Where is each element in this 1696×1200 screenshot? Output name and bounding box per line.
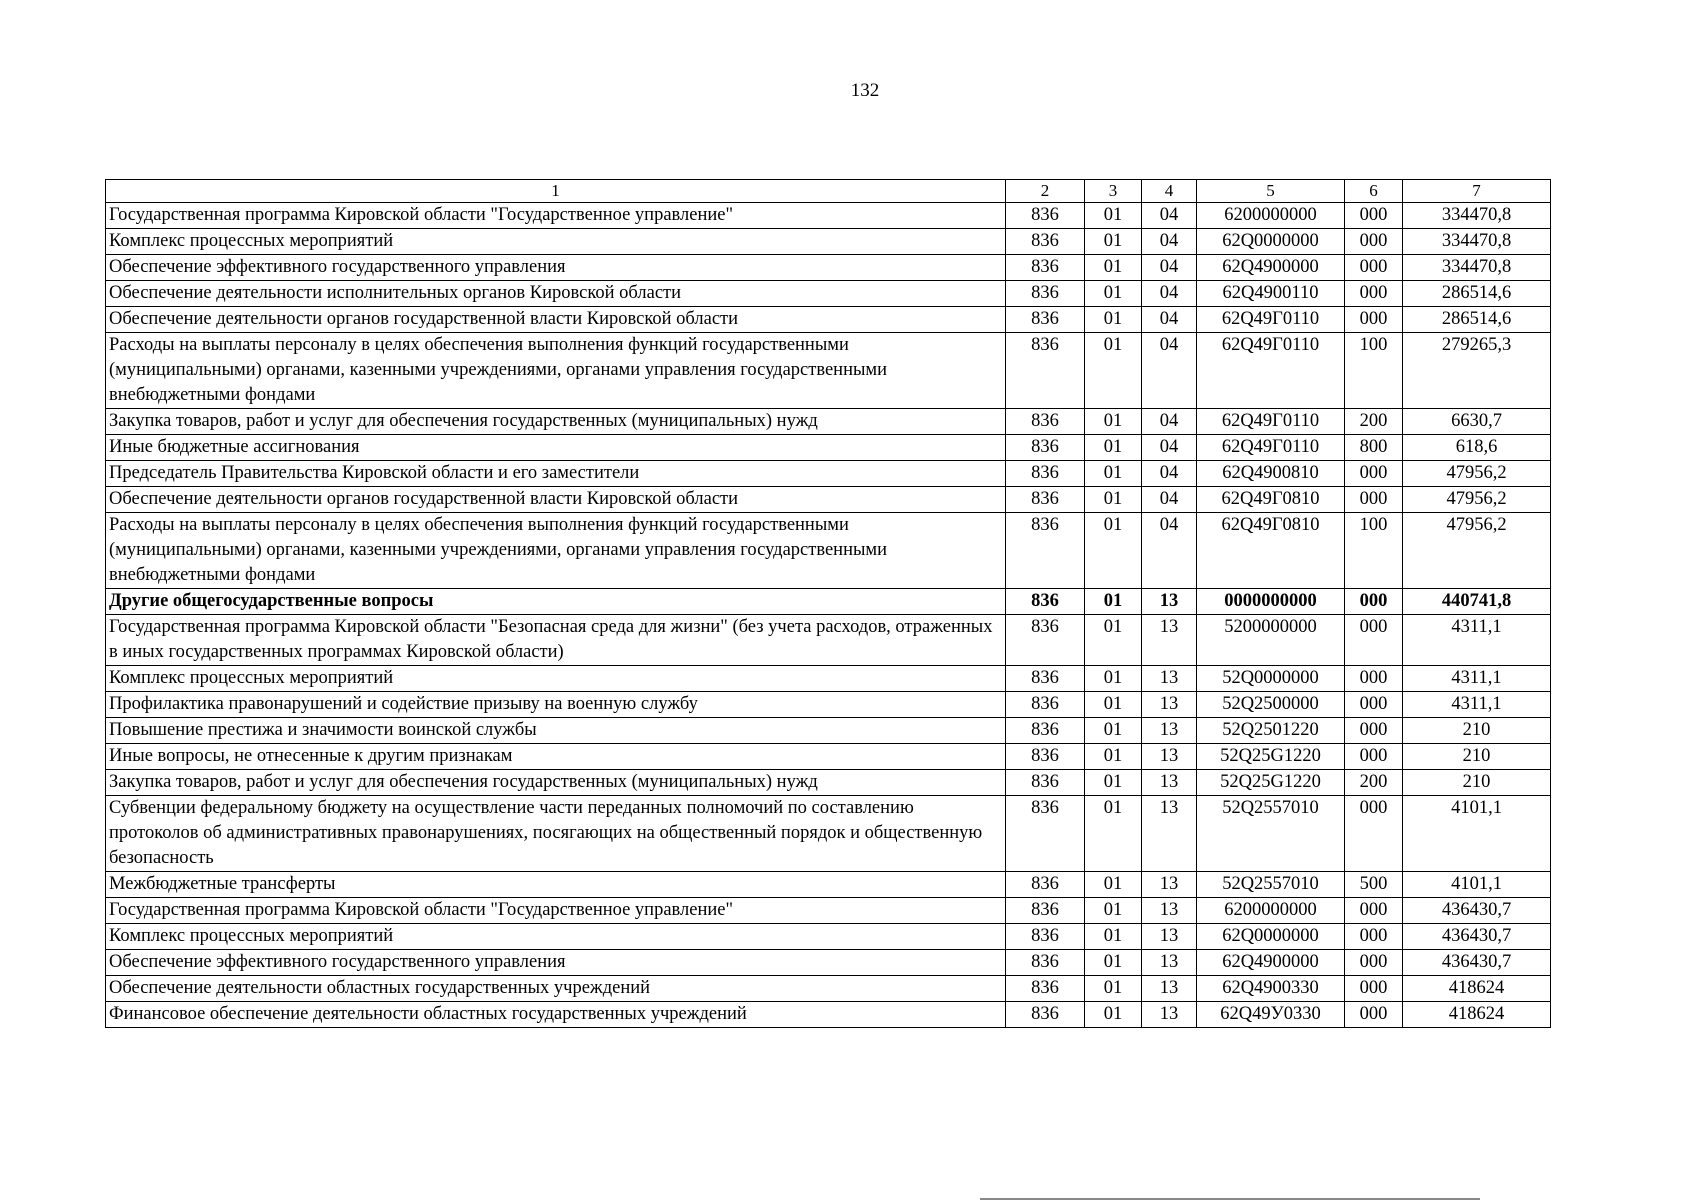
target-article-cell: 5200000000 [1197,615,1345,666]
target-article-cell: 6200000000 [1197,203,1345,229]
subsection-cell: 13 [1142,796,1197,872]
item-name-cell: Государственная программа Кировской области "Государственное управление" [106,203,1006,229]
table-row [106,255,1551,281]
code-cell: 836 [1006,976,1085,1002]
amount-cell: 6630,7 [1403,409,1551,435]
amount-cell: 4101,1 [1403,796,1551,872]
target-article-cell: 62Q49Г0810 [1197,487,1345,513]
item-name-cell: Расходы на выплаты персоналу в целях обеспечения выполнения функций государственными (муниципальными) органами, казенными учреждениями, органами управления государственными внебюджетными фондами [106,513,1006,589]
target-article-cell: 62Q49У0330 [1197,1002,1345,1028]
table-row [106,461,1551,487]
column-header-5: 5 [1197,180,1345,203]
table-row [106,333,1551,409]
table-row [106,796,1551,872]
amount-cell: 47956,2 [1403,513,1551,589]
expense-type-cell: 000 [1345,744,1403,770]
target-article-cell: 52Q2500000 [1197,692,1345,718]
column-header-2: 2 [1006,180,1085,203]
item-name-cell: Обеспечение деятельности органов государственной власти Кировской области [106,487,1006,513]
expense-type-cell: 000 [1345,950,1403,976]
code-cell: 836 [1006,229,1085,255]
expense-type-cell: 000 [1345,924,1403,950]
target-article-cell: 62Q49Г0810 [1197,513,1345,589]
subsection-cell: 13 [1142,615,1197,666]
expense-type-cell: 200 [1345,409,1403,435]
section-cell: 01 [1085,666,1142,692]
expense-type-cell: 100 [1345,333,1403,409]
section-cell: 01 [1085,744,1142,770]
amount-cell: 436430,7 [1403,950,1551,976]
expense-type-cell: 000 [1345,589,1403,615]
amount-cell: 334470,8 [1403,255,1551,281]
item-name-cell: Председатель Правительства Кировской области и его заместители [106,461,1006,487]
table-row [106,1002,1551,1028]
amount-cell: 47956,2 [1403,487,1551,513]
table-row [106,281,1551,307]
section-cell: 01 [1085,461,1142,487]
subsection-cell: 04 [1142,435,1197,461]
section-cell: 01 [1085,255,1142,281]
amount-cell: 436430,7 [1403,898,1551,924]
expense-type-cell: 000 [1345,976,1403,1002]
subsection-cell: 13 [1142,924,1197,950]
amount-cell: 4311,1 [1403,615,1551,666]
subsection-cell: 13 [1142,1002,1197,1028]
code-cell: 836 [1006,513,1085,589]
table-row [106,692,1551,718]
subsection-cell: 04 [1142,409,1197,435]
expense-type-cell: 000 [1345,718,1403,744]
item-name-cell: Государственная программа Кировской области "Безопасная среда для жизни" (без учета расходов, отраженных в иных государственных программах Кировской области) [106,615,1006,666]
column-header-3: 3 [1085,180,1142,203]
target-article-cell: 52Q25G1220 [1197,744,1345,770]
amount-cell: 4311,1 [1403,692,1551,718]
amount-cell: 440741,8 [1403,589,1551,615]
target-article-cell: 0000000000 [1197,589,1345,615]
column-header-6: 6 [1345,180,1403,203]
amount-cell: 4311,1 [1403,666,1551,692]
item-name-cell: Государственная программа Кировской области "Государственное управление" [106,898,1006,924]
expense-type-cell: 000 [1345,1002,1403,1028]
table-row [106,976,1551,1002]
code-cell: 836 [1006,461,1085,487]
target-article-cell: 62Q49Г0110 [1197,307,1345,333]
expense-type-cell: 500 [1345,872,1403,898]
item-name-cell: Иные бюджетные ассигнования [106,435,1006,461]
amount-cell: 279265,3 [1403,333,1551,409]
table-row [106,487,1551,513]
code-cell: 836 [1006,666,1085,692]
item-name-cell: Профилактика правонарушений и содействие призыву на военную службу [106,692,1006,718]
target-article-cell: 52Q2501220 [1197,718,1345,744]
item-name-cell: Закупка товаров, работ и услуг для обеспечения государственных (муниципальных) нужд [106,409,1006,435]
section-cell: 01 [1085,950,1142,976]
item-name-cell: Обеспечение эффективного государственного управления [106,950,1006,976]
table-row [106,950,1551,976]
item-name-cell: Комплекс процессных мероприятий [106,666,1006,692]
column-header-4: 4 [1142,180,1197,203]
subsection-cell: 04 [1142,513,1197,589]
table-row [106,666,1551,692]
code-cell: 836 [1006,307,1085,333]
item-name-cell: Обеспечение деятельности областных государственных учреждений [106,976,1006,1002]
item-name-cell: Финансовое обеспечение деятельности областных государственных учреждений [106,1002,1006,1028]
target-article-cell: 52Q2557010 [1197,872,1345,898]
target-article-cell: 62Q4900330 [1197,976,1345,1002]
subsection-cell: 13 [1142,770,1197,796]
item-name-cell: Другие общегосударственные вопросы [106,589,1006,615]
section-cell: 01 [1085,770,1142,796]
code-cell: 836 [1006,589,1085,615]
section-cell: 01 [1085,976,1142,1002]
code-cell: 836 [1006,924,1085,950]
expense-type-cell: 000 [1345,898,1403,924]
table-body [106,203,1551,1028]
section-cell: 01 [1085,796,1142,872]
table-row [106,898,1551,924]
item-name-cell: Межбюджетные трансферты [106,872,1006,898]
item-name-cell: Субвенции федеральному бюджету на осуществление части переданных полномочий по составлению протоколов об административных правонарушениях, посягающих на общественный порядок и общественную безопасность [106,796,1006,872]
target-article-cell: 62Q4900810 [1197,461,1345,487]
code-cell: 836 [1006,615,1085,666]
section-cell: 01 [1085,872,1142,898]
item-name-cell: Обеспечение деятельности исполнительных органов Кировской области [106,281,1006,307]
item-name-cell: Расходы на выплаты персоналу в целях обеспечения выполнения функций государственными (муниципальными) органами, казенными учреждениями, органами управления государственными внебюджетными фондами [106,333,1006,409]
subsection-cell: 13 [1142,872,1197,898]
subsection-cell: 04 [1142,487,1197,513]
code-cell: 836 [1006,281,1085,307]
table-row [106,589,1551,615]
target-article-cell: 62Q49Г0110 [1197,409,1345,435]
subsection-cell: 13 [1142,976,1197,1002]
column-header-1: 1 [106,180,1006,203]
code-cell: 836 [1006,692,1085,718]
section-cell: 01 [1085,333,1142,409]
amount-cell: 418624 [1403,1002,1551,1028]
section-cell: 01 [1085,1002,1142,1028]
code-cell: 836 [1006,898,1085,924]
amount-cell: 334470,8 [1403,203,1551,229]
code-cell: 836 [1006,409,1085,435]
target-article-cell: 62Q49Г0110 [1197,333,1345,409]
expense-type-cell: 000 [1345,666,1403,692]
item-name-cell: Обеспечение эффективного государственного управления [106,255,1006,281]
code-cell: 836 [1006,203,1085,229]
item-name-cell: Комплекс процессных мероприятий [106,229,1006,255]
code-cell: 836 [1006,255,1085,281]
target-article-cell: 62Q4900000 [1197,255,1345,281]
amount-cell: 436430,7 [1403,924,1551,950]
table-row [106,513,1551,589]
code-cell: 836 [1006,487,1085,513]
amount-cell: 210 [1403,770,1551,796]
item-name-cell: Повышение престижа и значимости воинской службы [106,718,1006,744]
amount-cell: 334470,8 [1403,229,1551,255]
table-row [106,872,1551,898]
subsection-cell: 13 [1142,744,1197,770]
subsection-cell: 04 [1142,203,1197,229]
item-name-cell: Комплекс процессных мероприятий [106,924,1006,950]
code-cell: 836 [1006,872,1085,898]
section-cell: 01 [1085,692,1142,718]
subsection-cell: 04 [1142,333,1197,409]
subsection-cell: 13 [1142,898,1197,924]
target-article-cell: 62Q4900000 [1197,950,1345,976]
target-article-cell: 52Q25G1220 [1197,770,1345,796]
subsection-cell: 13 [1142,718,1197,744]
code-cell: 836 [1006,718,1085,744]
expense-type-cell: 000 [1345,615,1403,666]
expense-type-cell: 000 [1345,255,1403,281]
amount-cell: 418624 [1403,976,1551,1002]
amount-cell: 286514,6 [1403,281,1551,307]
budget-table [105,179,1551,1028]
target-article-cell: 62Q4900110 [1197,281,1345,307]
table-row [106,409,1551,435]
table-row [106,924,1551,950]
amount-cell: 286514,6 [1403,307,1551,333]
table-row [106,770,1551,796]
subsection-cell: 13 [1142,589,1197,615]
section-cell: 01 [1085,409,1142,435]
amount-cell: 210 [1403,718,1551,744]
code-cell: 836 [1006,435,1085,461]
code-cell: 836 [1006,796,1085,872]
expense-type-cell: 000 [1345,229,1403,255]
target-article-cell: 6200000000 [1197,898,1345,924]
code-cell: 836 [1006,950,1085,976]
section-cell: 01 [1085,589,1142,615]
subsection-cell: 04 [1142,461,1197,487]
subsection-cell: 13 [1142,666,1197,692]
section-cell: 01 [1085,615,1142,666]
code-cell: 836 [1006,1002,1085,1028]
item-name-cell: Иные вопросы, не отнесенные к другим признакам [106,744,1006,770]
expense-type-cell: 800 [1345,435,1403,461]
section-cell: 01 [1085,435,1142,461]
expense-type-cell: 000 [1345,692,1403,718]
expense-type-cell: 200 [1345,770,1403,796]
expense-type-cell: 000 [1345,203,1403,229]
expense-type-cell: 100 [1345,513,1403,589]
section-cell: 01 [1085,924,1142,950]
expense-type-cell: 000 [1345,796,1403,872]
amount-cell: 4101,1 [1403,872,1551,898]
amount-cell: 210 [1403,744,1551,770]
subsection-cell: 04 [1142,229,1197,255]
target-article-cell: 62Q49Г0110 [1197,435,1345,461]
table-row [106,718,1551,744]
target-article-cell: 62Q0000000 [1197,229,1345,255]
section-cell: 01 [1085,203,1142,229]
table-header-row [106,180,1551,203]
subsection-cell: 04 [1142,307,1197,333]
section-cell: 01 [1085,898,1142,924]
expense-type-cell: 000 [1345,307,1403,333]
table-row [106,229,1551,255]
expense-type-cell: 000 [1345,461,1403,487]
target-article-cell: 52Q2557010 [1197,796,1345,872]
expense-type-cell: 000 [1345,487,1403,513]
expense-type-cell: 000 [1345,281,1403,307]
table-row [106,744,1551,770]
item-name-cell: Обеспечение деятельности органов государственной власти Кировской области [106,307,1006,333]
code-cell: 836 [1006,333,1085,409]
section-cell: 01 [1085,513,1142,589]
item-name-cell: Закупка товаров, работ и услуг для обеспечения государственных (муниципальных) нужд [106,770,1006,796]
code-cell: 836 [1006,744,1085,770]
section-cell: 01 [1085,229,1142,255]
target-article-cell: 52Q0000000 [1197,666,1345,692]
section-cell: 01 [1085,307,1142,333]
target-article-cell: 62Q0000000 [1197,924,1345,950]
page-number: 132 [850,80,880,101]
table-row [106,615,1551,666]
table-row [106,435,1551,461]
table-row [106,307,1551,333]
amount-cell: 618,6 [1403,435,1551,461]
column-header-7: 7 [1403,180,1551,203]
code-cell: 836 [1006,770,1085,796]
subsection-cell: 04 [1142,281,1197,307]
section-cell: 01 [1085,281,1142,307]
section-cell: 01 [1085,487,1142,513]
section-cell: 01 [1085,718,1142,744]
subsection-cell: 13 [1142,950,1197,976]
table-row [106,203,1551,229]
subsection-cell: 13 [1142,692,1197,718]
subsection-cell: 04 [1142,255,1197,281]
amount-cell: 47956,2 [1403,461,1551,487]
